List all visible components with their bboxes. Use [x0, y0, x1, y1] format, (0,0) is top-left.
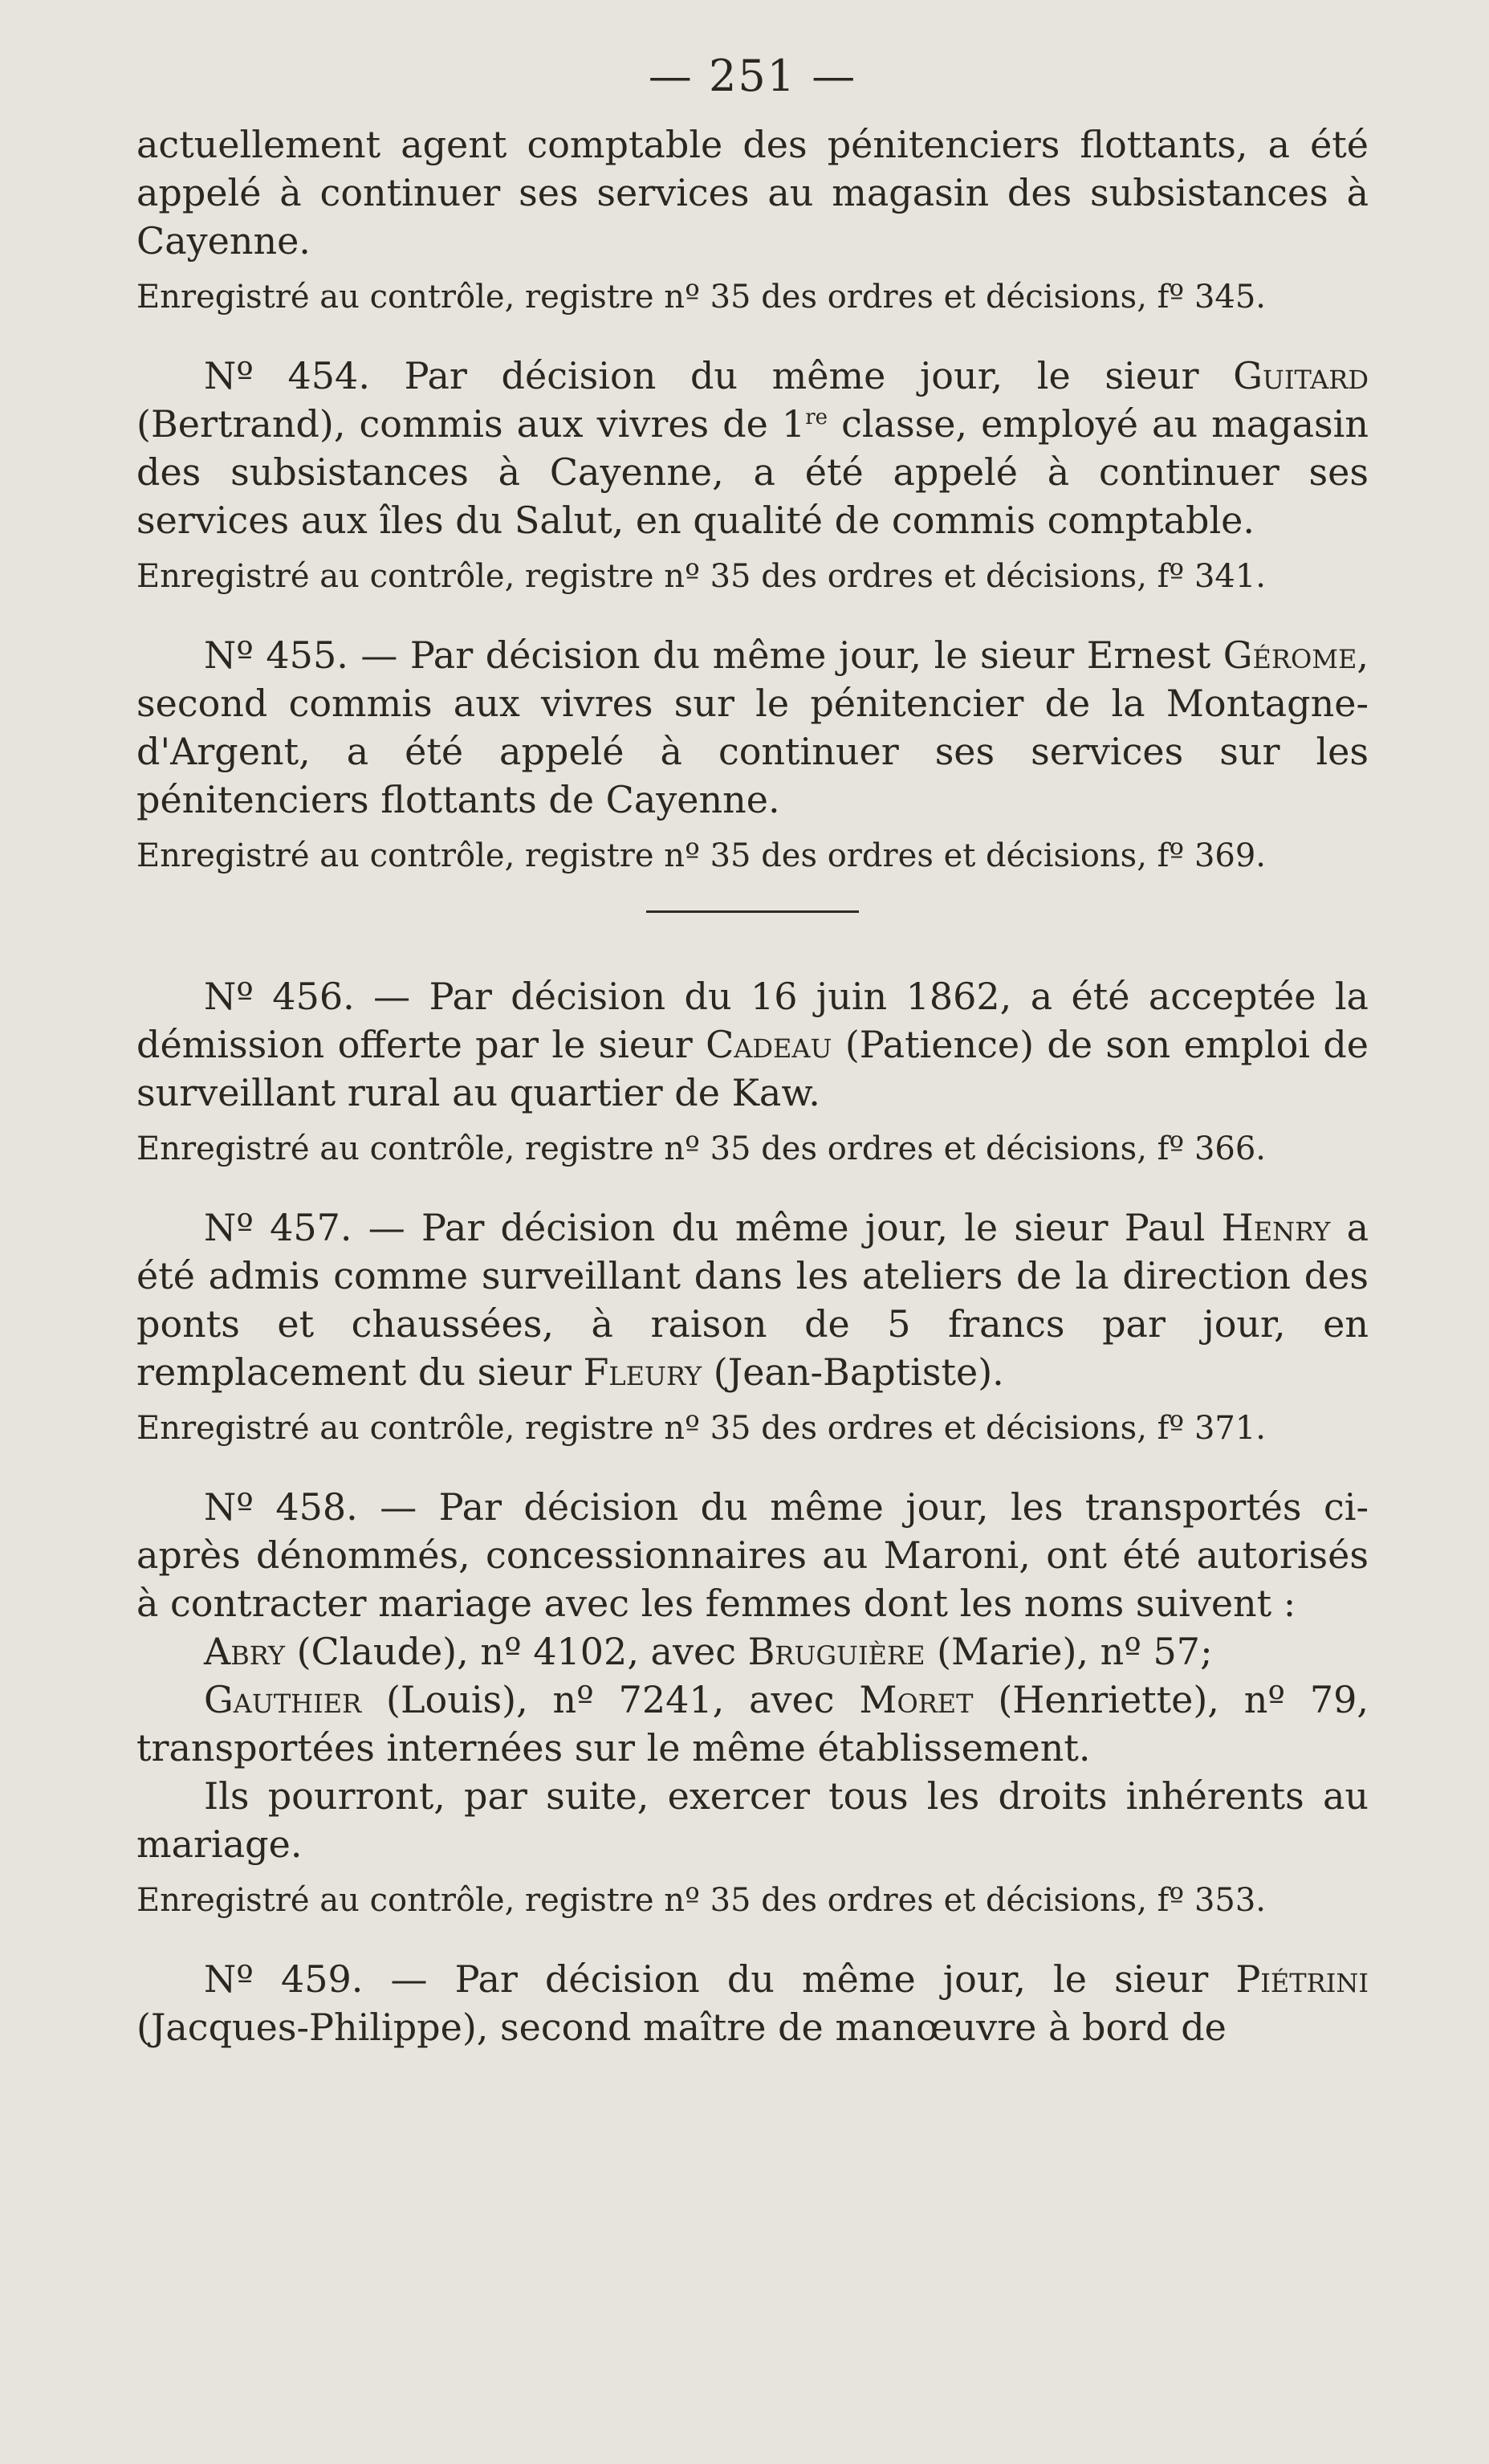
marriage-pair: Abry (Claude), nº 4102, avec Bruguière (Marie), nº 57;: [204, 1630, 1213, 1673]
person-name: Gérome: [1223, 633, 1357, 677]
registration-note: Enregistré au contrôle, registre nº 35 des ordres et décisions, fº 369.: [136, 837, 1267, 874]
entry-454: Nº 454. Par décision du même jour, le sieur Guitard (Bertrand), commis aux vivres de 1re classe, employé au magasin des subsistances à Cayenne, a été appelé à continuer ses services aux îles du Salut, en qualité de commis comptable.: [136, 354, 1369, 542]
entry-number: Nº 454.: [204, 354, 370, 397]
entry-456: Nº 456. — Par décision du 16 juin 1862, a été acceptée la démission offerte par le sieur Cadeau (Patience) de son emploi de surveillant rural au quartier de Kaw.: [136, 975, 1369, 1114]
section-divider: [646, 910, 859, 913]
registration-note: Enregistré au contrôle, registre nº 35 des ordres et décisions, fº 353.: [136, 1882, 1267, 1919]
entry-458: Nº 458. — Par décision du même jour, les transportés ci-après dénommés, concessionnaires au Maroni, ont été autorisés à contracter mariage avec les femmes dont les noms suivent :: [136, 1485, 1369, 1625]
entry-number: Nº 459.: [204, 1957, 364, 2001]
page-number-header: — 251 —: [648, 51, 857, 101]
entry-455: Nº 455. — Par décision du même jour, le sieur Ernest Gérome, second commis aux vivres sur le pénitencier de la Montagne-d'Argent, a été appelé à continuer ses services sur les pénitenciers flottants de Cayenne.: [136, 633, 1369, 821]
entry-number: Nº 456.: [204, 975, 355, 1018]
entry-number: Nº 458.: [204, 1485, 358, 1529]
registration-note: Enregistré au contrôle, registre nº 35 des ordres et décisions, fº 371.: [136, 1410, 1267, 1447]
intro-paragraph: actuellement agent comptable des pénitenciers flottants, a été appelé à continuer ses services au magasin des subsistances à Cayenne.: [136, 123, 1369, 263]
entry-459: Nº 459. — Par décision du même jour, le sieur Piétrini (Jacques-Philippe), second maître de manœuvre à bord de: [136, 1957, 1369, 2049]
marriage-pair: Gauthier (Louis), nº 7241, avec Moret (Henriette), nº 79, transportées internées sur le même établissement.: [136, 1678, 1369, 1770]
person-name: Piétrini: [1235, 1957, 1369, 2001]
person-name: Henry: [1221, 1206, 1331, 1249]
registration-note: Enregistré au contrôle, registre nº 35 des ordres et décisions, fº 341.: [136, 558, 1267, 595]
entry-number: Nº 455.: [204, 633, 348, 677]
entry-457: Nº 457. — Par décision du même jour, le sieur Paul Henry a été admis comme surveillant dans les ateliers de la direction des ponts et chaussées, à raison de 5 francs par jour, en remplacement du sieur Fleury (Jean-Baptiste).: [136, 1206, 1369, 1394]
entry-number: Nº 457.: [204, 1206, 352, 1249]
person-name: Guitard: [1233, 354, 1369, 397]
registration-note: Enregistré au contrôle, registre nº 35 des ordres et décisions, fº 345.: [136, 279, 1267, 316]
person-name: Fleury: [583, 1350, 702, 1394]
person-name: Cadeau: [706, 1023, 832, 1066]
registration-note: Enregistré au contrôle, registre nº 35 des ordres et décisions, fº 366.: [136, 1130, 1267, 1167]
rights-paragraph: Ils pourront, par suite, exercer tous les droits inhérents au mariage.: [136, 1774, 1369, 1866]
